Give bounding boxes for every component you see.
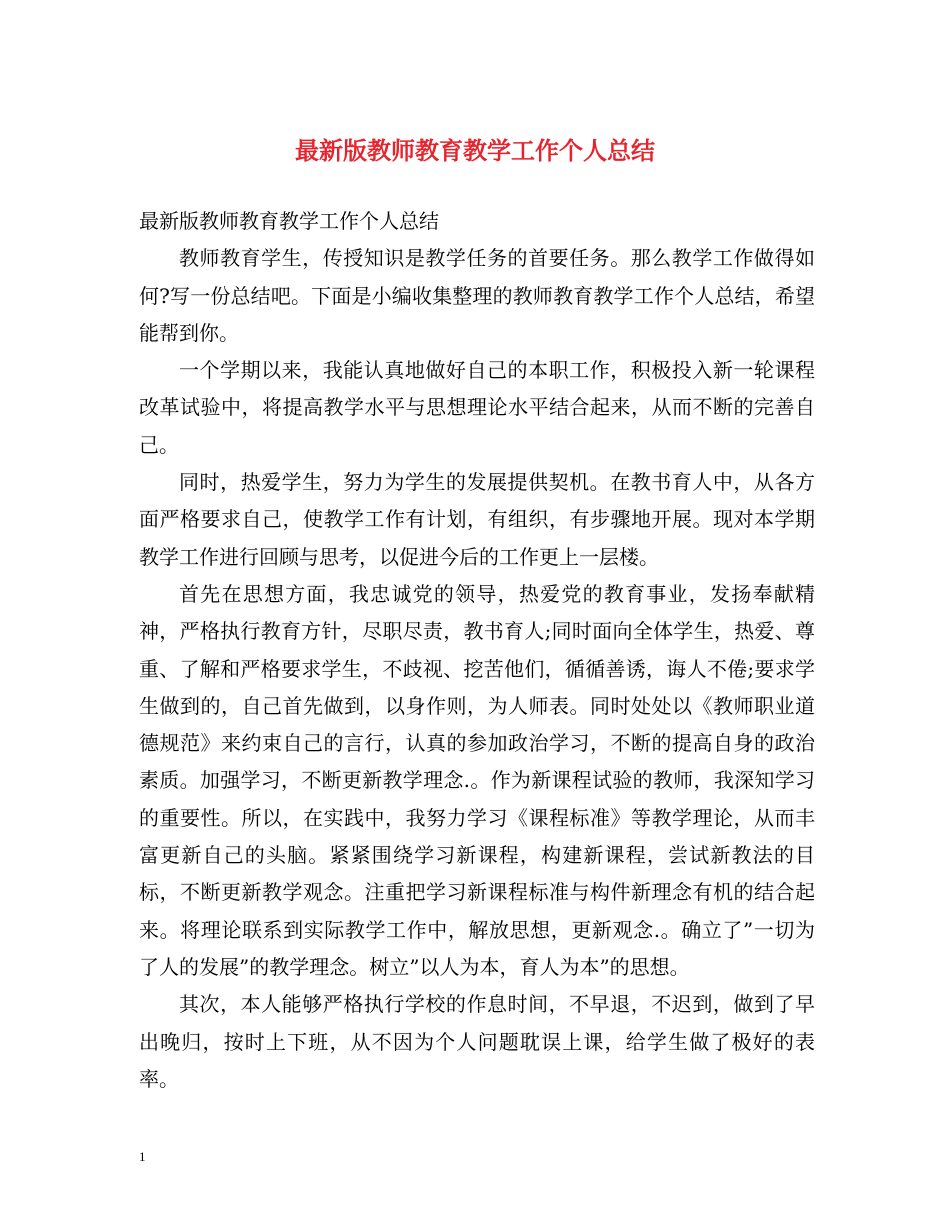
document-body bbox=[139, 203, 815, 1098]
paragraph: 同时，热爱学生，努力为学生的发展提供契机。在教书育人中，从各方面严格要求自己，使教学工作有计划，有组织，有步骤地开展。现对本学期教学工作进行回顾与思考，以促进今后的工作更上一层楼。 bbox=[139, 470, 815, 569]
document-subtitle: 最新版教师教育教学工作个人总结 bbox=[139, 209, 439, 233]
document-title: 最新版教师教育教学工作个人总结 bbox=[295, 137, 655, 165]
page-number: 1 bbox=[139, 1149, 146, 1164]
paragraph: 其次，本人能够严格执行学校的作息时间，不早退，不迟到，做到了早出晚归，按时上下班，从不因为个人问题耽误上课，给学生做了极好的表率。 bbox=[139, 992, 815, 1091]
paragraph: 教师教育学生，传授知识是教学任务的首要任务。那么教学工作做得如何?写一份总结吧。下面是小编收集整理的教师教育教学工作个人总结，希望能帮到你。 bbox=[139, 246, 815, 345]
paragraph: 一个学期以来，我能认真地做好自己的本职工作，积极投入新一轮课程改革试验中，将提高教学水平与思想理论水平结合起来，从而不断的完善自己。 bbox=[139, 358, 815, 457]
paragraph: 首先在思想方面，我忠诚党的领导，热爱党的教育事业，发扬奉献精神，严格执行教育方针，尽职尽责，教书育人;同时面向全体学生，热爱、尊重、了解和严格要求学生，不歧视、挖苦他们，循循善诱，诲人不倦;要求学生做到的，自己首先做到，以身作则，为人师表。同时处处以《教师职业道德规范》来约束自己的言行，认真的参加政治学习，不断的提高自身的政治素质。加强学习，不断更新教学理念.。作为新课程试验的教师，我深知学习的重要性。所以，在实践中，我努力学习《课程标准》等教学理论，从而丰富更新自己的头脑。紧紧围绕学习新课程，构建新课程，尝试新教法的目标，不断更新教学观念。注重把学习新课程标准与构件新理念有机的结合起来。将理论联系到实际教学工作中，解放思想，更新观念.。确立了”一切为了人的发展”的教学理念。树立”以人为本，育人为本”的思想。 bbox=[139, 581, 815, 979]
